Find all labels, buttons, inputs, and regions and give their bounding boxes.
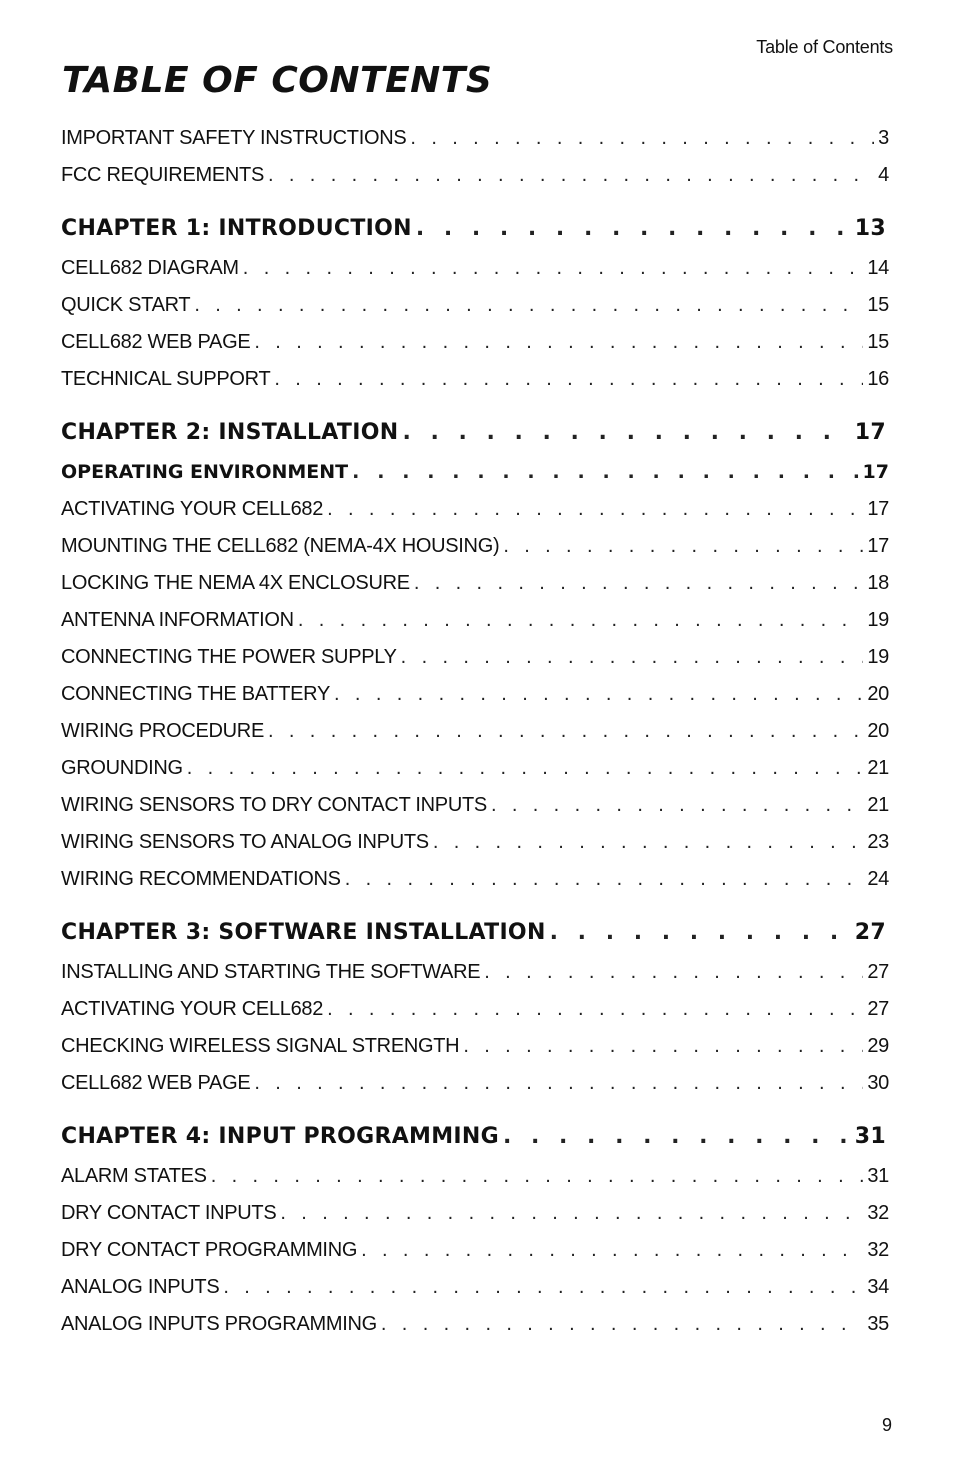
- toc-entry-label: IMPORTANT SAFETY INSTRUCTIONS: [61, 127, 407, 149]
- toc-entry[interactable]: [61, 157, 889, 194]
- toc-page-number: 35: [867, 1313, 889, 1335]
- toc-entry[interactable]: [61, 1158, 889, 1195]
- toc-entry[interactable]: [61, 787, 889, 824]
- toc-entry-label: ALARM STATES: [61, 1165, 207, 1187]
- toc-dot-leader: [484, 954, 863, 991]
- toc-dot-leader: [268, 157, 874, 194]
- toc-entry-label: OPERATING ENVIRONMENT: [61, 461, 349, 483]
- toc-entry[interactable]: [61, 750, 889, 787]
- toc-entry[interactable]: [61, 565, 889, 602]
- toc-page-number: 17: [854, 420, 886, 445]
- toc-entry-label: ANTENNA INFORMATION: [61, 609, 294, 631]
- toc-page-number: 16: [867, 368, 889, 390]
- toc-entry[interactable]: [61, 454, 889, 491]
- toc-page-number: 15: [867, 294, 889, 316]
- toc-page-number: 18: [867, 572, 889, 594]
- toc-chapter-heading[interactable]: [61, 208, 889, 250]
- toc-entry-label: WIRING SENSORS TO DRY CONTACT INPUTS: [61, 794, 487, 816]
- toc-page-number: 31: [867, 1165, 889, 1187]
- toc-page-number: 20: [867, 683, 889, 705]
- toc-dot-leader: [194, 287, 863, 324]
- toc-entry[interactable]: [61, 361, 889, 398]
- toc-page-number: 23: [867, 831, 889, 853]
- toc-chapter-heading[interactable]: [61, 912, 889, 954]
- toc-dot-leader: [416, 208, 851, 250]
- toc-dot-leader: [274, 361, 863, 398]
- toc-entry-label: GROUNDING: [61, 757, 183, 779]
- toc-page-number: 32: [867, 1202, 889, 1224]
- toc-entry[interactable]: [61, 991, 889, 1028]
- toc-page-number: 32: [867, 1239, 889, 1261]
- toc-page-number: 17: [862, 461, 889, 483]
- toc-page-number: 4: [878, 164, 889, 186]
- toc-dot-leader: [414, 565, 864, 602]
- toc-dot-leader: [503, 1116, 851, 1158]
- toc-entry[interactable]: [61, 1269, 889, 1306]
- toc-dot-leader: [503, 528, 863, 565]
- toc-entry-label: WIRING RECOMMENDATIONS: [61, 868, 341, 890]
- toc-dot-leader: [327, 491, 863, 528]
- table-of-contents: [61, 120, 889, 1343]
- toc-dot-leader: [223, 1269, 863, 1306]
- running-header: Table of Contents: [756, 37, 893, 57]
- toc-page-number: 20: [867, 720, 889, 742]
- toc-entry-label: CELL682 WEB PAGE: [61, 331, 251, 353]
- toc-entry-label: WIRING SENSORS TO ANALOG INPUTS: [61, 831, 429, 853]
- toc-page-number: 19: [867, 646, 889, 668]
- toc-entry[interactable]: [61, 602, 889, 639]
- toc-page-number: 27: [867, 961, 889, 983]
- toc-entry[interactable]: [61, 676, 889, 713]
- toc-entry-label: LOCKING THE NEMA 4X ENCLOSURE: [61, 572, 410, 594]
- toc-chapter-heading[interactable]: [61, 412, 889, 454]
- toc-entry-label: WIRING PROCEDURE: [61, 720, 264, 742]
- toc-entry-label: ACTIVATING YOUR CELL682: [61, 498, 324, 520]
- toc-page-number: 27: [867, 998, 889, 1020]
- toc-entry-label: INSTALLING AND STARTING THE SOFTWARE: [61, 961, 481, 983]
- toc-dot-leader: [187, 750, 864, 787]
- toc-page-number: 24: [867, 868, 889, 890]
- toc-entry[interactable]: [61, 120, 889, 157]
- toc-entry[interactable]: [61, 954, 889, 991]
- toc-entry-label: MOUNTING THE CELL682 (NEMA-4X HOUSING): [61, 535, 500, 557]
- toc-entry[interactable]: [61, 1065, 889, 1102]
- toc-entry-label: ACTIVATING YOUR CELL682: [61, 998, 324, 1020]
- toc-entry[interactable]: [61, 1195, 889, 1232]
- toc-entry-label: CHAPTER 2: INSTALLATION: [61, 420, 399, 445]
- toc-dot-leader: [381, 1306, 863, 1343]
- toc-dot-leader: [268, 713, 863, 750]
- toc-entry[interactable]: [61, 1306, 889, 1343]
- toc-page-number: 13: [854, 216, 886, 241]
- toc-dot-leader: [433, 824, 864, 861]
- toc-page-number: 29: [867, 1035, 889, 1057]
- toc-page-number: 27: [854, 920, 886, 945]
- toc-dot-leader: [402, 412, 850, 454]
- toc-entry-label: TECHNICAL SUPPORT: [61, 368, 271, 390]
- toc-entry[interactable]: [61, 1232, 889, 1269]
- toc-page-number: 17: [867, 535, 889, 557]
- toc-entry-label: CHAPTER 3: SOFTWARE INSTALLATION: [61, 920, 546, 945]
- toc-chapter-heading[interactable]: [61, 1116, 889, 1158]
- toc-entry-label: CONNECTING THE POWER SUPPLY: [61, 646, 397, 668]
- toc-dot-leader: [243, 250, 864, 287]
- toc-page-number: 34: [867, 1276, 889, 1298]
- toc-page-number: 14: [867, 257, 889, 279]
- toc-entry-label: QUICK START: [61, 294, 191, 316]
- toc-dot-leader: [410, 120, 874, 157]
- toc-page-number: 17: [867, 498, 889, 520]
- toc-dot-leader: [254, 324, 863, 361]
- toc-page-number: 15: [867, 331, 889, 353]
- toc-page-number: 21: [867, 794, 889, 816]
- toc-page-number: 31: [854, 1124, 886, 1149]
- toc-dot-leader: [550, 912, 851, 954]
- toc-dot-leader: [361, 1232, 863, 1269]
- toc-entry-label: ANALOG INPUTS: [61, 1276, 220, 1298]
- toc-dot-leader: [463, 1028, 863, 1065]
- toc-entry[interactable]: [61, 287, 889, 324]
- page-title: TABLE OF CONTENTS: [62, 60, 493, 101]
- toc-entry[interactable]: [61, 713, 889, 750]
- toc-entry-label: DRY CONTACT PROGRAMMING: [61, 1239, 358, 1261]
- toc-dot-leader: [334, 676, 863, 713]
- toc-entry-label: CONNECTING THE BATTERY: [61, 683, 330, 705]
- toc-dot-leader: [345, 861, 864, 898]
- toc-entry-label: ANALOG INPUTS PROGRAMMING: [61, 1313, 377, 1335]
- toc-dot-leader: [298, 602, 864, 639]
- toc-dot-leader: [327, 991, 863, 1028]
- toc-entry[interactable]: [61, 824, 889, 861]
- toc-entry-label: FCC REQUIREMENTS: [61, 164, 264, 186]
- toc-entry-label: CELL682 DIAGRAM: [61, 257, 239, 279]
- toc-page-number: 19: [867, 609, 889, 631]
- toc-dot-leader: [280, 1195, 863, 1232]
- toc-entry-label: CHAPTER 4: INPUT PROGRAMMING: [61, 1124, 499, 1149]
- toc-page-number: 3: [878, 127, 889, 149]
- toc-entry-label: CHECKING WIRELESS SIGNAL STRENGTH: [61, 1035, 460, 1057]
- toc-entry[interactable]: [61, 250, 889, 287]
- toc-dot-leader: [491, 787, 863, 824]
- toc-entry[interactable]: [61, 639, 889, 676]
- toc-entry-label: DRY CONTACT INPUTS: [61, 1202, 277, 1224]
- toc-dot-leader: [254, 1065, 863, 1102]
- toc-dot-leader: [401, 639, 864, 676]
- toc-entry[interactable]: [61, 1028, 889, 1065]
- toc-dot-leader: [352, 454, 858, 491]
- toc-page-number: 21: [867, 757, 889, 779]
- toc-entry[interactable]: [61, 491, 889, 528]
- page-number: 9: [881, 1415, 892, 1435]
- toc-entry-label: CHAPTER 1: INTRODUCTION: [61, 216, 412, 241]
- toc-dot-leader: [211, 1158, 864, 1195]
- toc-page-number: 30: [867, 1072, 889, 1094]
- toc-entry[interactable]: [61, 861, 889, 898]
- toc-entry-label: CELL682 WEB PAGE: [61, 1072, 251, 1094]
- toc-entry[interactable]: [61, 528, 889, 565]
- toc-entry[interactable]: [61, 324, 889, 361]
